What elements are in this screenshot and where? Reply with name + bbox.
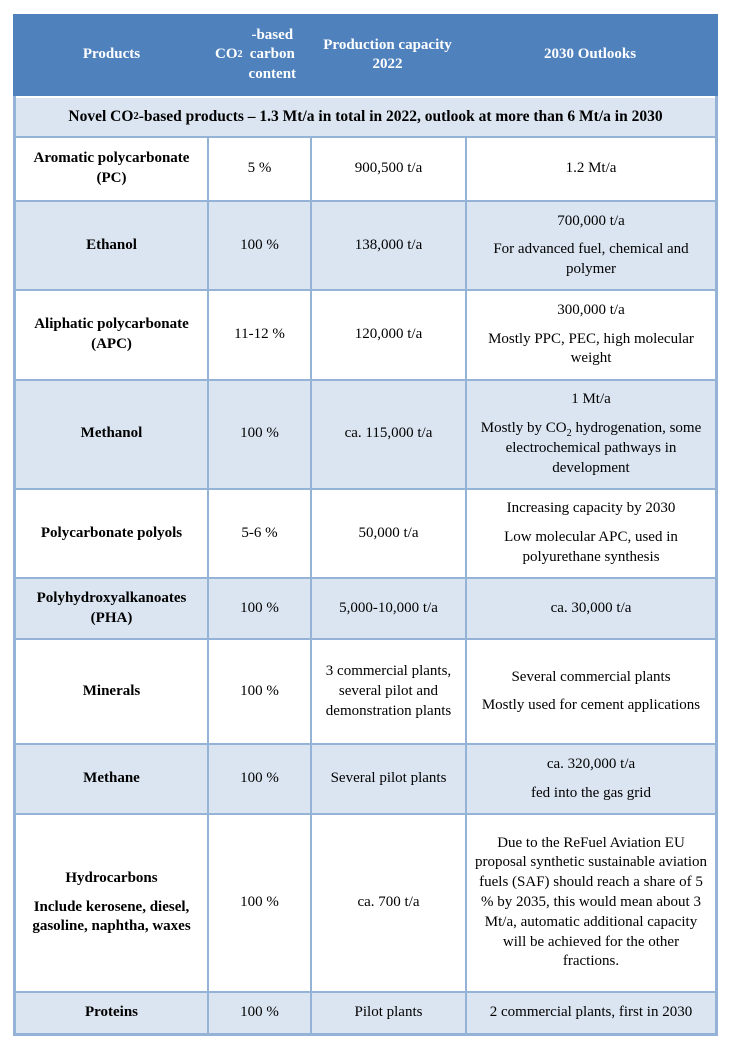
- outlook-value: Several commercial plants: [511, 668, 671, 685]
- outlook-note: Mostly used for cement applications: [481, 697, 701, 714]
- capacity-value: 138,000 t/a: [354, 236, 423, 253]
- outlook-value: Due to the ReFuel Aviation EU proposal synthetic sustainable aviation fuels (SAF) should reach a share of 5 % by 2035, this would mean about 3 Mt/a, automatic additional capacity will be achieved for the other fractions.: [474, 834, 708, 970]
- carbon-content-value: 100 %: [207, 579, 310, 638]
- table-row-aliphatic-polycarbonate: [16, 289, 715, 378]
- table-row-polycarbonate-polyols: [16, 488, 715, 577]
- product-name: Proteins: [84, 1004, 139, 1021]
- capacity-value: 120,000 t/a: [354, 326, 423, 343]
- table-row-hydrocarbons: [16, 813, 715, 991]
- outlook-note: Mostly by $CO_2$ hydrogenation, some electrochemical pathways in development: [480, 420, 702, 476]
- carbon-content-value: 100 %: [207, 745, 310, 813]
- capacity-value: 50,000 t/a: [358, 524, 419, 541]
- product-name: Hydrocarbons: [65, 869, 158, 886]
- banner-row: Novel CO 2 -based products – 1.3 Mt/a in total in 2022, outlook at more than 6 Mt/a in 2030: [16, 96, 715, 136]
- outlook-value: 700,000 t/a: [557, 212, 625, 229]
- product-name: Polycarbonate polyols: [40, 524, 183, 541]
- carbon-content-value: 100 %: [207, 640, 310, 743]
- carbon-content-value: 100 %: [207, 815, 310, 991]
- table-header-row: [13, 14, 718, 96]
- product-name: Polyhydroxyalkanoates (PHA): [36, 590, 187, 626]
- outlook-note: fed into the gas grid: [531, 784, 651, 801]
- table-row-minerals: [16, 638, 715, 743]
- table-row-methanol: [16, 379, 715, 488]
- carbon-content-value: 100 %: [207, 993, 310, 1033]
- capacity-value: Pilot plants: [354, 1004, 423, 1021]
- product-name: Methane: [83, 770, 140, 787]
- carbon-content-value: 11-12 %: [207, 291, 310, 378]
- outlook-note: For advanced fuel, chemical and polymer: [493, 241, 689, 278]
- product-subtext: Include kerosene, diesel, gasoline, naphtha, waxes: [32, 898, 191, 935]
- co2-products-table: [13, 14, 718, 1036]
- capacity-value: Several pilot plants: [330, 770, 447, 787]
- header-products: Products: [82, 46, 141, 63]
- product-name: Aliphatic polycarbonate (APC): [34, 316, 189, 353]
- table-row-aromatic-polycarbonate: [16, 136, 715, 200]
- capacity-value: 3 commercial plants, several pilot and demonstration plants: [325, 663, 452, 719]
- product-name: Ethanol: [86, 236, 137, 253]
- table-row-ethanol: [16, 200, 715, 289]
- carbon-content-value: 5 %: [207, 138, 310, 200]
- capacity-value: ca. 700 t/a: [357, 894, 420, 911]
- product-name: Aromatic polycarbonate (PC): [33, 150, 190, 186]
- header-2030-outlooks: 2030 Outlooks: [543, 46, 637, 63]
- outlook-note: Low molecular APC, used in polyurethane synthesis: [504, 529, 678, 566]
- outlook-value: 1.2 Mt/a: [565, 160, 617, 177]
- outlook-value: ca. 320,000 t/a: [546, 755, 636, 772]
- capacity-value: 5,000-10,000 t/a: [339, 599, 438, 616]
- outlook-value: 1 Mt/a: [571, 391, 611, 408]
- product-name: Methanol: [80, 425, 143, 442]
- header-carbon-content: CO 2 -based carbon content: [215, 26, 297, 82]
- outlook-note: Mostly PPC, PEC, high molecular weight: [488, 330, 694, 367]
- outlook-value: 2 commercial plants, first in 2030: [489, 1004, 693, 1021]
- outlook-value: 300,000 t/a: [557, 301, 625, 318]
- capacity-value: ca. 115,000 t/a: [344, 425, 433, 442]
- table-row-methane: [16, 743, 715, 813]
- table-row-proteins: [16, 991, 715, 1033]
- carbon-content-value: 100 %: [207, 381, 310, 488]
- header-production-capacity: Production capacity 2022: [323, 36, 452, 72]
- carbon-content-value: 5-6 %: [207, 490, 310, 577]
- carbon-content-value: 100 %: [207, 202, 310, 289]
- product-name: Minerals: [82, 682, 141, 699]
- outlook-value: ca. 30,000 t/a: [550, 599, 632, 616]
- outlook-value: Increasing capacity by 2030: [506, 500, 676, 517]
- table-row-polyhydroxyalkanoates: [16, 577, 715, 638]
- table-body: [13, 96, 718, 1036]
- capacity-value: 900,500 t/a: [354, 160, 423, 177]
